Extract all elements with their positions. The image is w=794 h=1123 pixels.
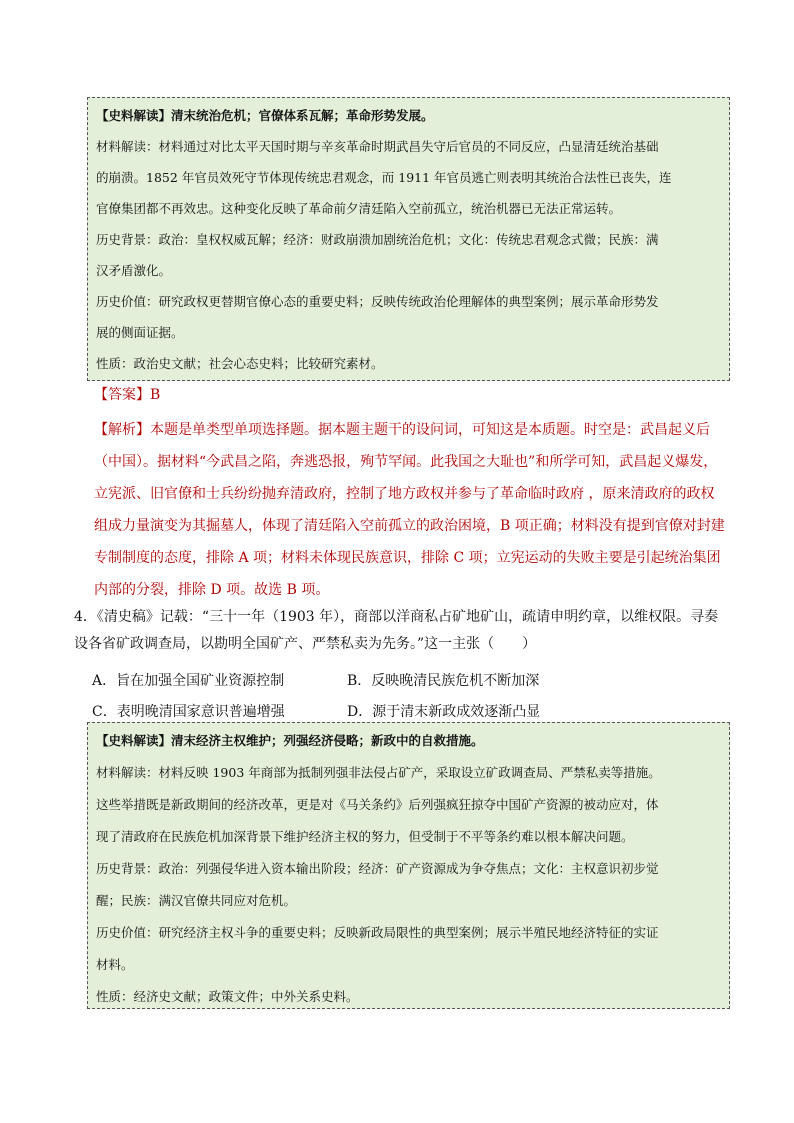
- box2-line: 历史价值：研究经济主权斗争的重要史料；反映新政局限性的典型案例；展示半殖民地经济特征的实证: [96, 925, 659, 940]
- analysis-line: 内部的分裂，排除 D 项。故选 B 项。: [94, 582, 330, 598]
- box1-line: 展的侧面证据。: [96, 325, 184, 340]
- box1-line: 官僚集团都不再效忠。这种变化反映了革命前夕清廷陷入空前孤立，统治机器已无法正常运转。: [96, 201, 622, 216]
- analysis-line: 专制制度的态度，排除 A 项；材料未体现民族意识，排除 C 项；立宪运动的失败主要是引起统治集团: [94, 550, 721, 566]
- question-4-stem: [74, 604, 734, 658]
- box2-line: 材料解读：材料反映 1903 年商部为抵制列强非法侵占矿产，采取设立矿政调查局、严禁私卖等措施。: [96, 765, 661, 780]
- box2-line: 历史背景：政治：列强侵华进入资本输出阶段；经济：矿产资源成为争夺焦点；文化：主权意识初步觉: [96, 861, 659, 876]
- option-b[interactable]: B．反映晚清民族危机不断加深: [347, 672, 540, 689]
- option-row: [92, 664, 732, 695]
- box1-line: 性质：政治史文献；社会心态史料；比较研究素材。: [96, 356, 384, 371]
- box2-heading: 【史料解读】清末经济主权维护；列强经济侵略；新政中的自救措施。: [96, 733, 484, 748]
- box1-line: 历史背景：政治：皇权权威瓦解；经济：财政崩溃加剧统治危机；文化：传统忠君观念式微；民族：满: [96, 232, 659, 247]
- analysis-block: [94, 414, 730, 606]
- box2-line: 这些举措既是新政期间的经济改革，更是对《马关条约》后列强疯狂掠夺中国矿产资源的被动应对，体: [96, 797, 659, 812]
- question-line: 设各省矿政调查局，以勘明全国矿产、严禁私卖为先务。”这一主张（ ）: [74, 636, 537, 652]
- box1-line: 材料解读：材料通过对比太平天国时期与辛亥革命时期武昌失守后官员的不同反应，凸显清廷统治基础: [96, 139, 659, 154]
- analysis-line: 【解析】本题是单类型单项选择题。据本题主题干的设问词，可知这是本质题。时空是：武昌起义后: [94, 422, 710, 438]
- analysis-line: （中国）。据材料“今武昌之陷，奔逃恐报，殉节罕闻。此我国之大耻也”和所学可知，武昌起义爆发，: [94, 454, 718, 470]
- box2-line: 现了清政府在民族危机加深背景下维护经济主权的努力，但受制于不平等条约难以根本解决问题。: [96, 829, 634, 844]
- box2-line: 性质：经济史文献；政策文件；中外关系史料。: [96, 989, 359, 1004]
- source-interpretation-box-1: [87, 97, 730, 381]
- analysis-line: 立宪派、旧官僚和士兵纷纷抛弃清政府，控制了地方政权并参与了革命临时政府 ，原来清政府的政权: [94, 486, 715, 502]
- source-interpretation-box-2: [87, 722, 730, 1009]
- answer-line: 【答案】B: [94, 387, 161, 403]
- option-c[interactable]: C．表明晚清国家意识普遍增强: [92, 703, 285, 720]
- box1-line: 的崩溃。1852 年官员效死守节体现传统忠君观念，而 1911 年官员逃亡则表明其统治合法性已丧失，连: [96, 170, 672, 185]
- box2-line: 材料。: [96, 957, 134, 972]
- option-d[interactable]: D．源于清末新政成效逐渐凸显: [347, 703, 541, 720]
- box1-line: 历史价值：研究政权更替期官僚心态的重要史料；反映传统政治伦理解体的典型案例；展示革命形势发: [96, 294, 659, 309]
- box1-line: 汉矛盾激化。: [96, 263, 172, 278]
- box2-line: 醒；民族：满汉官僚共同应对危机。: [96, 893, 297, 908]
- analysis-line: 组成力量演变为其掘墓人，体现了清廷陷入空前孤立的政治困境，B 项正确；材料没有提到官僚对封建: [94, 518, 725, 534]
- question-4-options: [92, 664, 732, 726]
- box1-heading: 【史料解读】清末统治危机；官僚体系瓦解；革命形势发展。: [96, 108, 434, 123]
- question-line: 4．《清史稿》记载：“三十一年（1903 年），商部以洋商私占矿地矿山，疏请申明约章，以维权限。寻奏: [74, 609, 719, 625]
- option-a[interactable]: A．旨在加强全国矿业资源控制: [92, 672, 285, 689]
